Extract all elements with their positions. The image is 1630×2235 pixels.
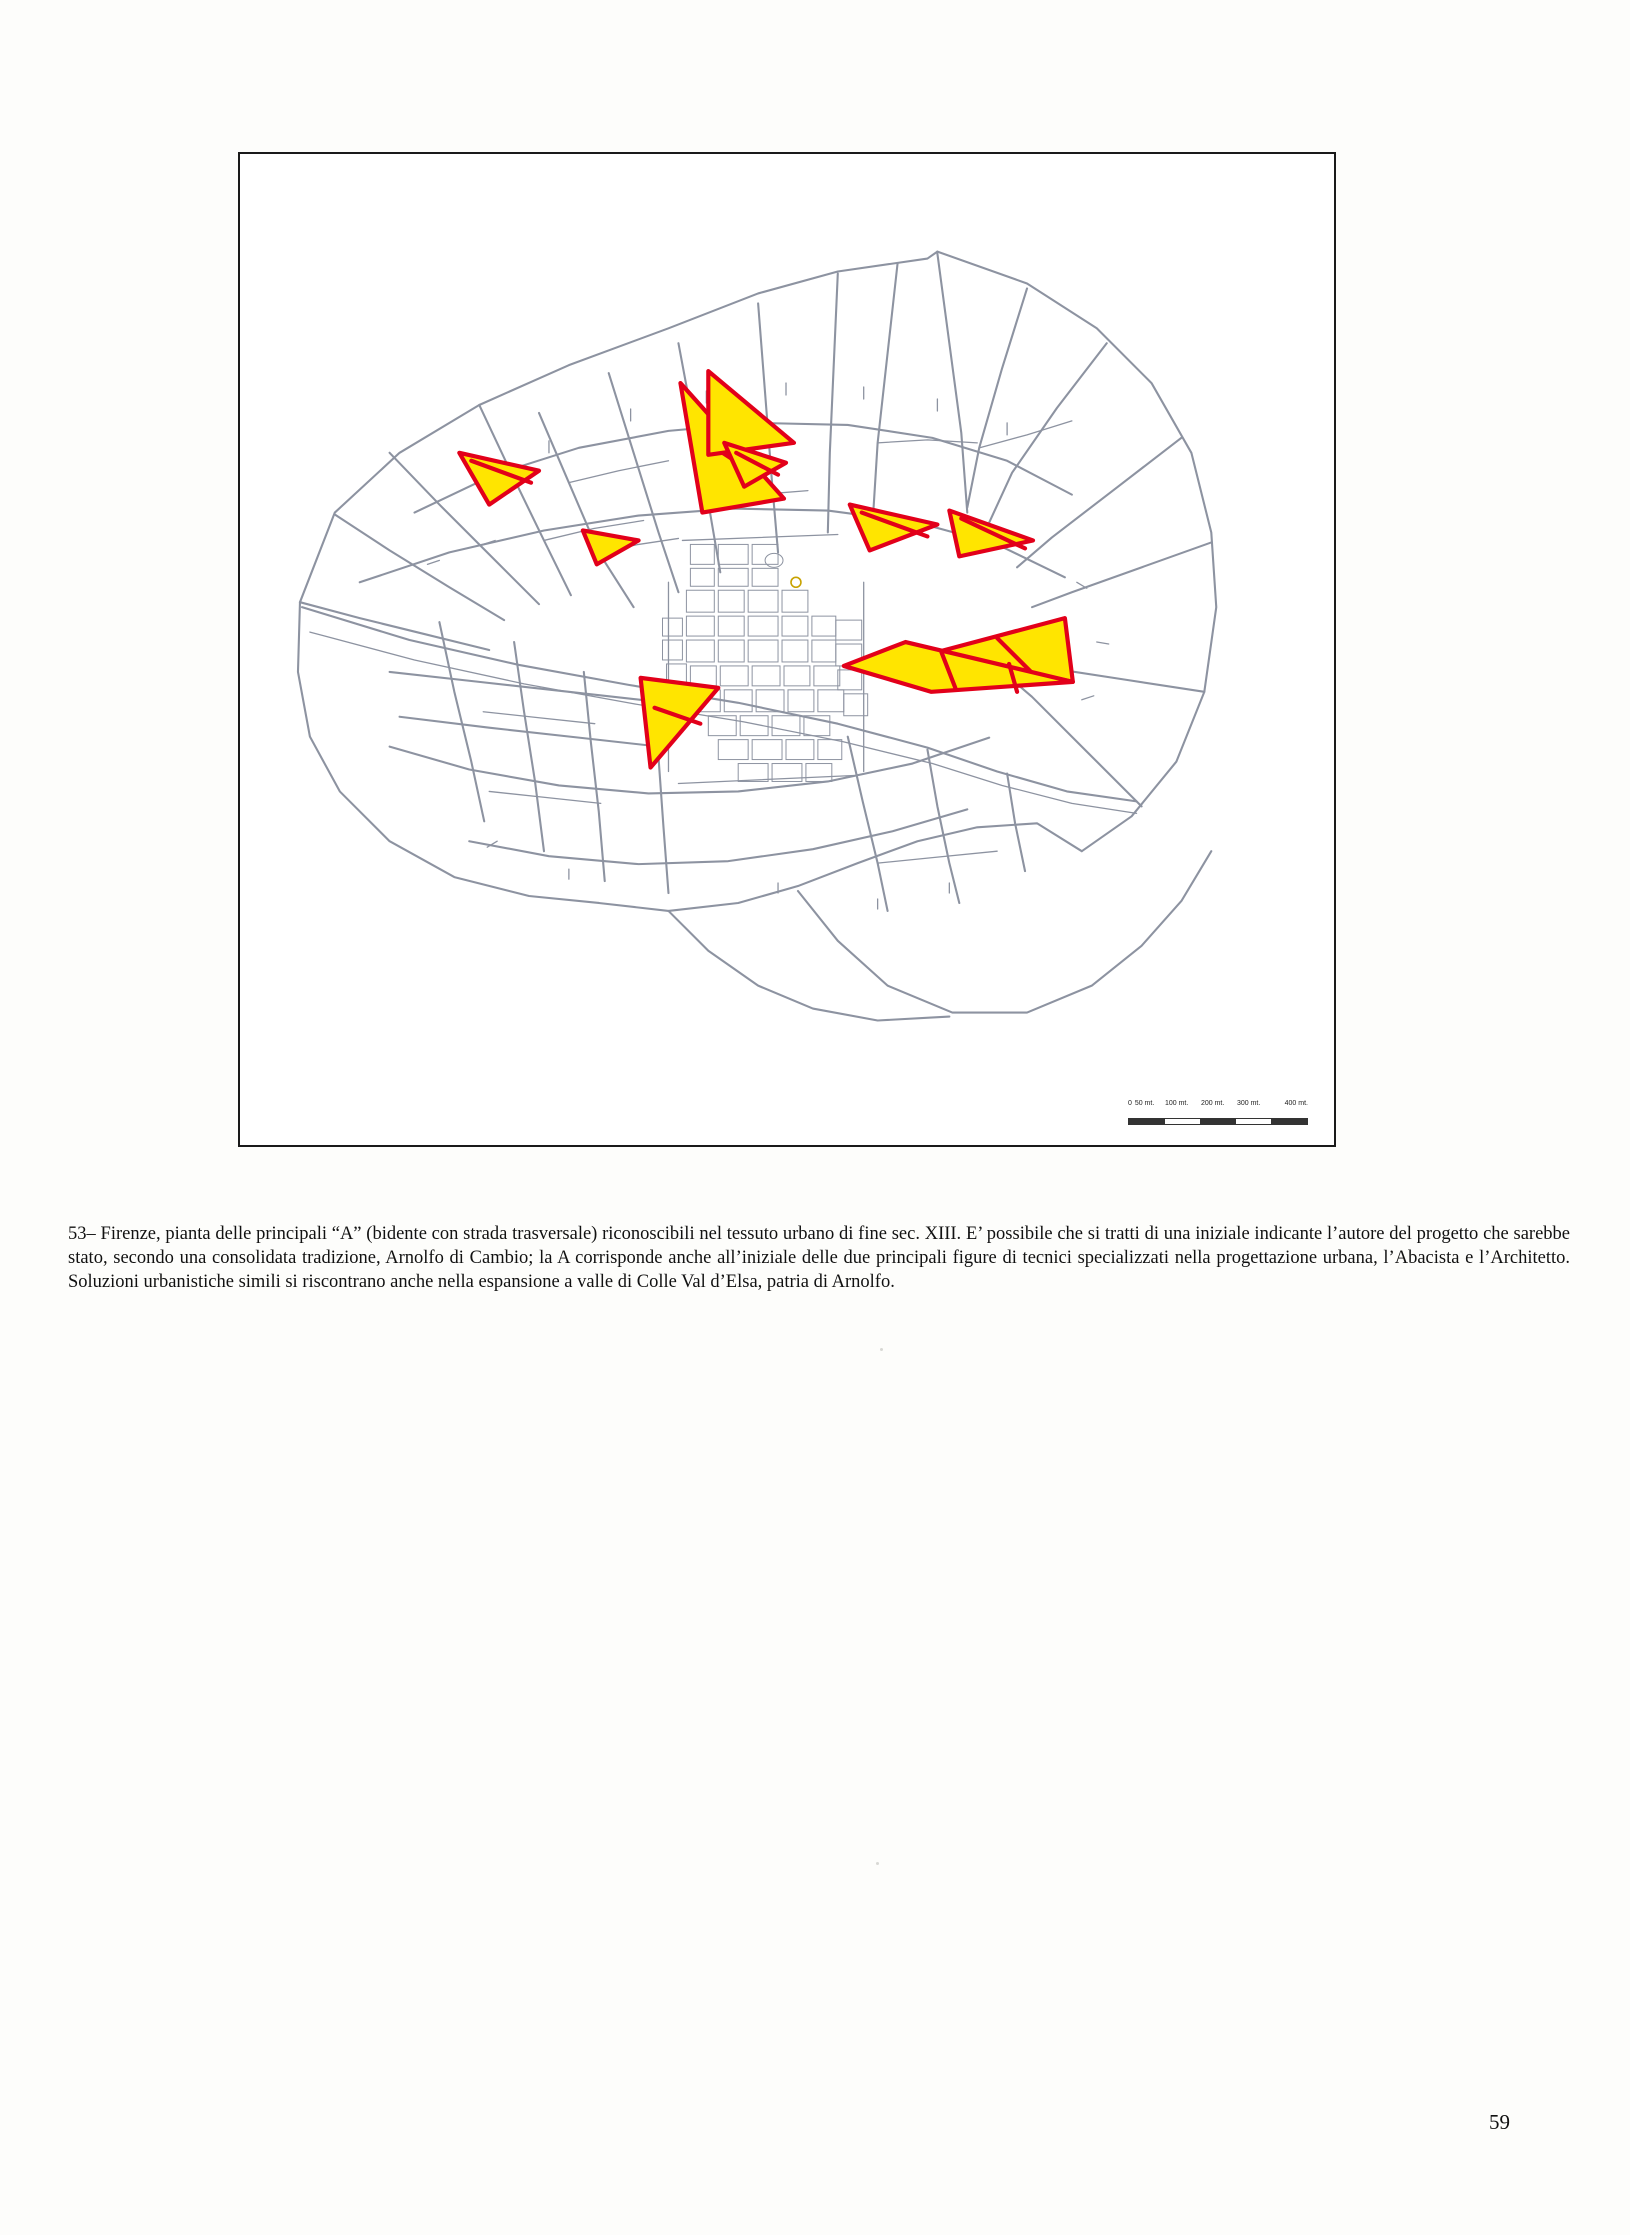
scalebar-label-0: 0 [1128,1100,1132,1107]
highlight-a-center-east [850,505,938,551]
page-number: 59 [1489,2110,1510,2134]
scan-speck [876,1862,879,1865]
highlight-a-southwest [641,678,719,768]
scalebar-label-50: 50 mt. [1134,1100,1155,1107]
figure-caption-text: Firenze, pianta delle principali “A” (bidente con strada trasversale) riconoscibili nel tessuto urbano di fine sec. XIII. E’ possibile che si tratti di una iniziale indicante l’autore del progetto che sarebbe stato, secondo una consolidata tradizione, Arnolfo di Cambio; la A corrisponde anche all’iniziale delle due principali figure di tecnici specializzati nella progettazione urbana, l’Abacista e l’Architetto. Soluzioni urbanistiche simili si riscontrano anche nella espansione a valle di Colle Val d’Elsa, patria di Arnolfo. [68,1224,1571,1292]
map-scalebar-labels [1128,1099,1308,1113]
figure-plate [238,152,1336,1147]
highlight-a-north-center [708,371,794,455]
scalebar-label-400: 400 mt. [1284,1100,1308,1107]
map-scalebar [1128,1099,1308,1125]
highlight-a-west-center [583,530,639,564]
figure-caption [68,1222,1570,1294]
map-historic-core-blocks [663,534,868,783]
map-scalebar-ticks [1128,1118,1308,1125]
highlight-a-west [459,453,539,505]
scan-speck [880,1348,883,1351]
figure-number: 53 [68,1224,87,1244]
florence-city-plan-map [240,154,1334,1145]
scalebar-label-300: 300 mt. [1236,1100,1261,1107]
scalebar-label-100: 100 mt. [1164,1100,1189,1107]
scalebar-label-200: 200 mt. [1200,1100,1225,1107]
figure-caption-dash: – [86,1224,96,1244]
